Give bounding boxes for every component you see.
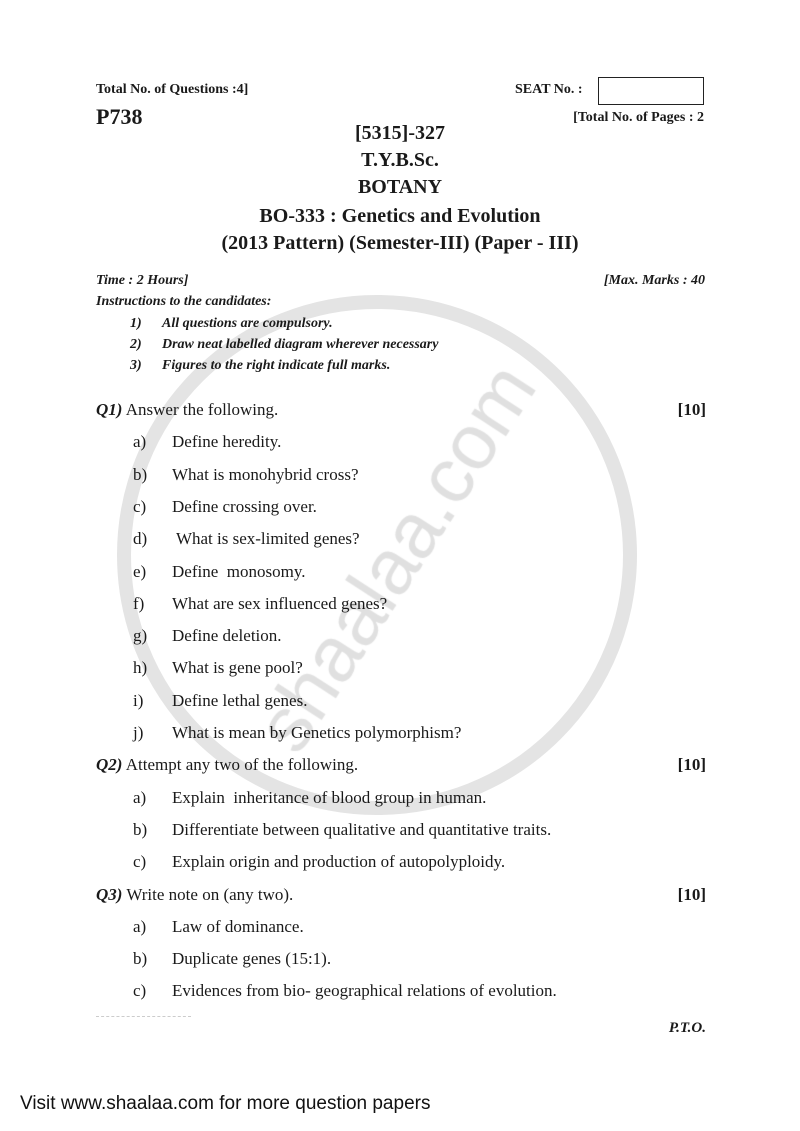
question-text: Write note on (any two). [126, 884, 294, 904]
sub-question-label: c) [133, 496, 147, 516]
sub-question-label: f) [133, 593, 145, 613]
sub-question-label: c) [133, 981, 147, 1001]
paper-code: P738 [96, 104, 143, 129]
sub-question-text: Define lethal genes. [172, 690, 308, 710]
sub-question [133, 497, 317, 517]
sub-question-text: Explain origin and production of autopolyploidy. [172, 852, 506, 872]
question-marks: [10] [677, 884, 706, 904]
sub-question-label: a) [133, 916, 147, 936]
sub-question [133, 949, 331, 969]
sub-question-text: Define deletion. [172, 626, 282, 646]
question-number: Q2) [96, 755, 123, 775]
sub-question-label: b) [133, 464, 148, 484]
instruction-item [130, 358, 390, 374]
subject: BOTANY [357, 176, 443, 198]
exam-code: [5315]-327 [355, 122, 445, 144]
sub-question-label: h) [133, 658, 148, 678]
question-number: Q1) [96, 400, 123, 419]
sub-question [133, 594, 387, 614]
sub-question-label: e) [133, 561, 147, 581]
sub-question-text: Define crossing over. [172, 496, 317, 516]
sub-question-text: What is mean by Genetics polymorphism? [172, 723, 462, 742]
sub-question-label: b) [133, 819, 148, 839]
instruction-text: Figures to the right indicate full marks. [162, 358, 391, 373]
total-questions: Total No. of Questions :4] [96, 82, 249, 97]
sub-question [133, 465, 359, 485]
sub-question [133, 723, 461, 743]
sub-question-label: c) [133, 852, 147, 872]
sub-question [133, 626, 282, 646]
sub-question-label: a) [133, 787, 147, 807]
sub-question [133, 981, 557, 1001]
question-text: Attempt any two of the following. [125, 755, 359, 775]
sub-question-text: Define heredity. [172, 432, 282, 452]
sub-question-label: d) [133, 529, 148, 549]
instruction-text: All questions are compulsory. [162, 316, 333, 331]
sub-question [133, 562, 305, 582]
time: Time : 2 Hours] [96, 273, 189, 288]
sub-question-text: What are sex influenced genes? [172, 593, 388, 613]
sub-question [133, 529, 360, 549]
sub-question-text: Differentiate between qualitative and quantitative traits. [172, 819, 552, 839]
instruction-num: 1) [130, 316, 142, 331]
instruction-item [130, 337, 438, 353]
sub-question [133, 820, 551, 840]
question-header [96, 755, 706, 779]
question-text: Answer the following. [125, 400, 279, 419]
sub-question-text: What is gene pool? [172, 658, 303, 678]
sub-question-label: j) [133, 723, 144, 742]
sub-question [133, 658, 303, 678]
sub-question-label: b) [133, 949, 148, 969]
question-number: Q3) [96, 884, 123, 904]
paper-title: BO-333 : Genetics and Evolution [259, 205, 541, 227]
sub-question-label: i) [133, 690, 144, 710]
pattern: (2013 Pattern) (Semester-III) (Paper - III) [221, 232, 579, 254]
instruction-text: Draw neat labelled diagram wherever necessary [162, 337, 439, 352]
sub-question [133, 788, 486, 808]
instruction-item [130, 316, 333, 332]
total-pages: [Total No. of Pages : 2 [573, 110, 704, 125]
sub-question-text: Evidences from bio- geographical relations of evolution. [172, 981, 557, 1001]
sub-question-label: a) [133, 432, 147, 452]
seat-label: SEAT No. : [515, 82, 583, 97]
sub-question [133, 691, 307, 711]
sub-question-label: g) [133, 626, 148, 646]
sub-question-text: Define monosomy. [172, 561, 306, 581]
sub-question-text: Explain inheritance of blood group in human. [172, 787, 487, 807]
seat-number-box[interactable] [598, 77, 704, 105]
sub-question [133, 917, 304, 937]
question-header [96, 400, 706, 424]
max-marks: [Max. Marks : 40 [603, 273, 705, 288]
course: T.Y.B.Sc. [361, 149, 439, 171]
sub-question [133, 852, 505, 872]
question-marks: [10] [677, 755, 706, 775]
sub-question [133, 432, 281, 452]
instructions-title: Instructions to the candidates: [96, 294, 272, 309]
sub-question-text: Duplicate genes (15:1). [172, 949, 332, 969]
question-marks: [10] [677, 400, 706, 419]
instruction-num: 3) [130, 358, 142, 373]
footer-banner[interactable]: Visit www.shaalaa.com for more question papers [20, 1093, 431, 1114]
sub-question-text: What is monohybrid cross? [172, 464, 359, 484]
instruction-num: 2) [130, 337, 142, 352]
sub-question-text: What is sex-limited genes? [172, 529, 360, 549]
question-header [96, 885, 706, 909]
divider [96, 1016, 191, 1017]
sub-question-text: Law of dominance. [172, 916, 304, 936]
pto: P.T.O. [668, 1020, 706, 1036]
